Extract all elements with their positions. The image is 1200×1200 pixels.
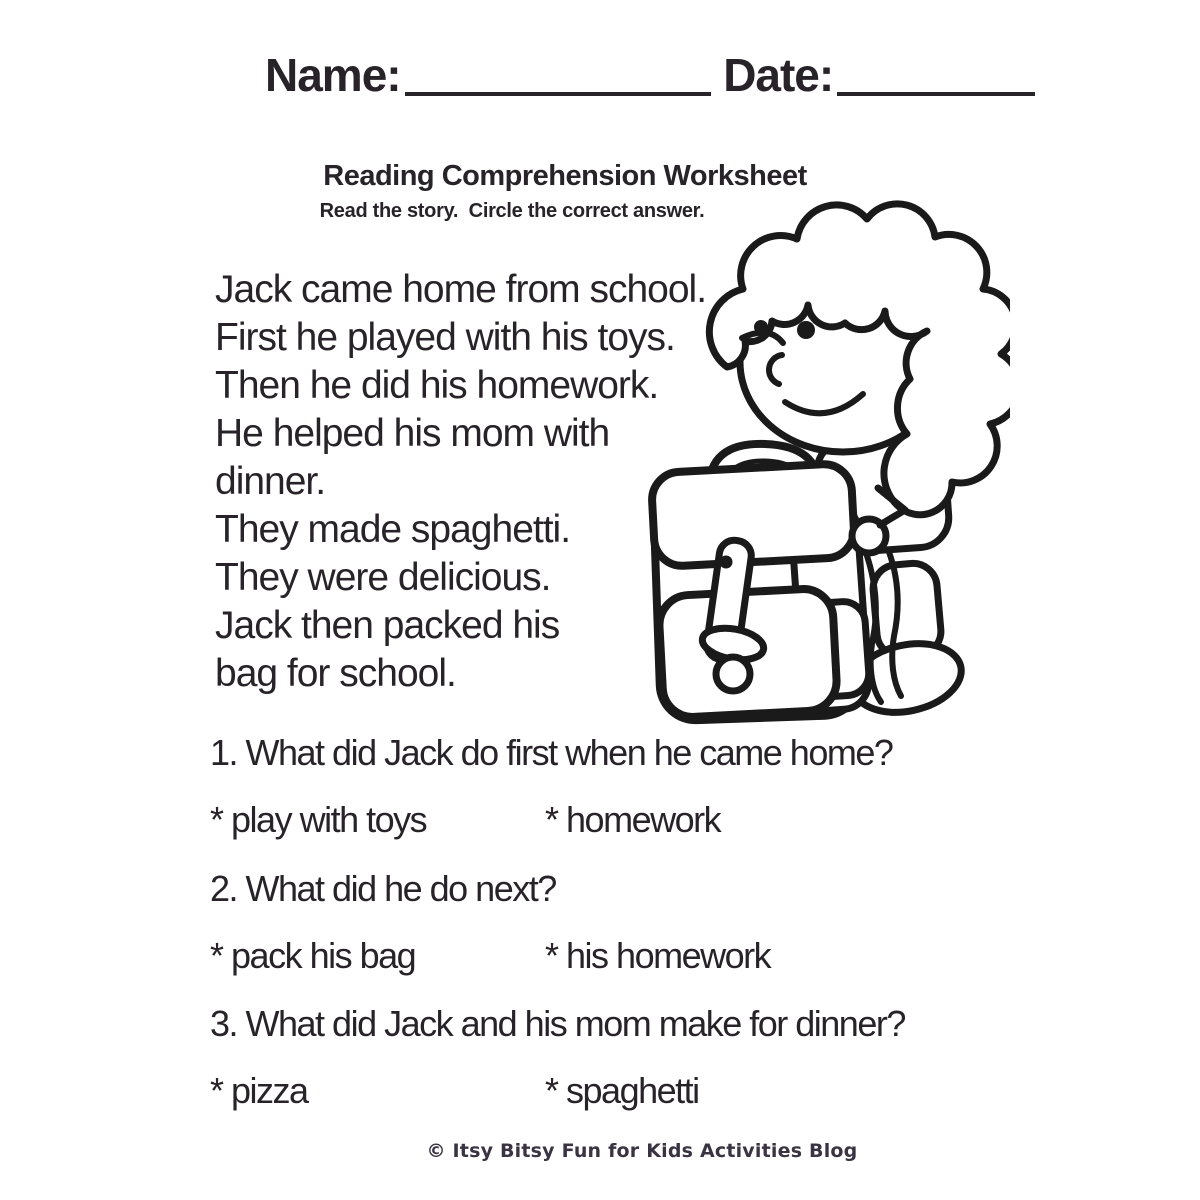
q2-option-pack-his-bag[interactable] [210, 935, 415, 977]
option-label: homework [566, 799, 721, 840]
backpack-buckle-tip [716, 657, 750, 691]
story-line: bag for school. [215, 652, 456, 695]
q1-option-play-with-toys[interactable] [210, 799, 426, 841]
option-marker: * [545, 799, 558, 840]
story-line: Then he did his homework. [215, 364, 659, 407]
q3-option-spaghetti[interactable] [545, 1070, 699, 1112]
question-2-prompt: 2. What did he do next? [210, 868, 556, 909]
worksheet-title: Reading Comprehension Worksheet [323, 160, 807, 192]
copyright-footer: © Itsy Bitsy Fun for Kids Activities Blog [426, 1140, 858, 1162]
q3-option-pizza[interactable] [210, 1070, 308, 1112]
story-line: Jack then packed his [215, 604, 560, 647]
option-marker: * [210, 799, 223, 840]
question-1-prompt: 1. What did Jack do first when he came home? [210, 732, 893, 773]
name-date-row [265, 49, 1035, 101]
question-3-options [210, 1070, 1000, 1116]
option-marker: * [210, 1070, 223, 1111]
option-marker: * [545, 1070, 558, 1111]
worksheet-instructions: Read the story. Circle the correct answer. [319, 200, 705, 222]
date-blank-line[interactable] [837, 92, 1035, 96]
backpack-strap-button [720, 556, 733, 569]
option-label: spaghetti [566, 1070, 699, 1111]
date-label: Date: [723, 49, 834, 101]
question-1-options [210, 799, 1000, 845]
option-label: pizza [231, 1070, 308, 1111]
name-blank-line[interactable] [405, 92, 712, 96]
question-2-options [210, 935, 1000, 981]
option-label: pack his bag [231, 935, 416, 976]
story-line: They made spaghetti. [215, 508, 571, 551]
q1-option-homework[interactable] [545, 799, 720, 841]
option-marker: * [545, 935, 558, 976]
story-line: Jack came home from school. [215, 268, 707, 311]
story-text [215, 266, 706, 698]
story-line: First he played with his toys. [215, 316, 675, 359]
option-label: play with toys [231, 799, 427, 840]
option-label: his homework [566, 935, 771, 976]
q2-option-his-homework[interactable] [545, 935, 770, 977]
story-line: dinner. [215, 460, 326, 503]
boy-with-backpack-illustration [645, 192, 1010, 737]
question-3-prompt: 3. What did Jack and his mom make for dinner? [210, 1003, 905, 1044]
name-label: Name: [265, 49, 401, 101]
story-line: They were delicious. [215, 556, 551, 599]
option-marker: * [210, 935, 223, 976]
story-line: He helped his mom with [215, 412, 610, 455]
